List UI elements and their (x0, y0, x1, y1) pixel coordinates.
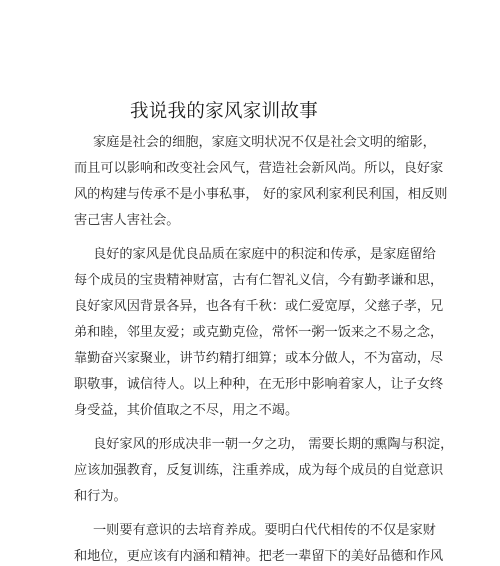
paragraph-1-line-4: 害己害人害社会。 (74, 213, 180, 228)
paragraph-2-line-5: 靠勤奋兴家聚业，讲节约精打细算；或本分做人，不为富动，尽 (74, 351, 444, 366)
paragraph-2-line-2: 每个成员的宝贵精神财富，古有仁智礼义信，今有勤孝谦和思， (74, 273, 444, 288)
paragraph-4-line-1: 一则要有意识的去培育养成。要明白代代相传的不仅是家财 (93, 523, 436, 538)
paragraph-2-line-1: 良好的家风是优良品质在家庭中的积淀和传承，是家庭留给 (93, 247, 436, 262)
paragraph-2-line-6: 职敬事，诚信待人。以上种种，在无形中影响着家人，让子女终 (74, 377, 444, 392)
paragraph-1-line-1: 家庭是社会的细胞，家庭文明状况不仅是社会文明的缩影， (93, 135, 436, 150)
paragraph-3-line-2: 应该加强教育，反复训练，注重养成，成为每个成员的自觉意识 (74, 463, 444, 478)
paragraph-1-line-3: 风的构建与传承不是小事私事， 好的家风利家利民利国，相反则 (74, 187, 448, 202)
paragraph-2-line-7: 身受益，其价值取之不尽，用之不竭。 (74, 403, 299, 418)
paragraph-3-line-1: 良好家风的形成决非一朝一夕之功， 需要长期的熏陶与积淀， (93, 437, 454, 452)
paragraph-2-line-3: 良好家风因背景各异，也各有千秋：或仁爱宽厚，父慈子孝，兄 (74, 299, 444, 314)
paragraph-1-line-2: 而且可以影响和改变社会风气，营造社会新风尚。所以，良好家 (74, 161, 444, 176)
document-title: 我说我的家风家训故事 (130, 101, 319, 122)
paragraph-4-line-2: 和地位，更应该有内涵和精神。把老一辈留下的美好品德和作风 (74, 549, 444, 564)
paragraph-3-line-3: 和行为。 (74, 489, 127, 504)
paragraph-2-line-4: 弟和睦，邻里友爱；或克勤克俭，常怀一粥一饭来之不易之念， (74, 325, 444, 340)
